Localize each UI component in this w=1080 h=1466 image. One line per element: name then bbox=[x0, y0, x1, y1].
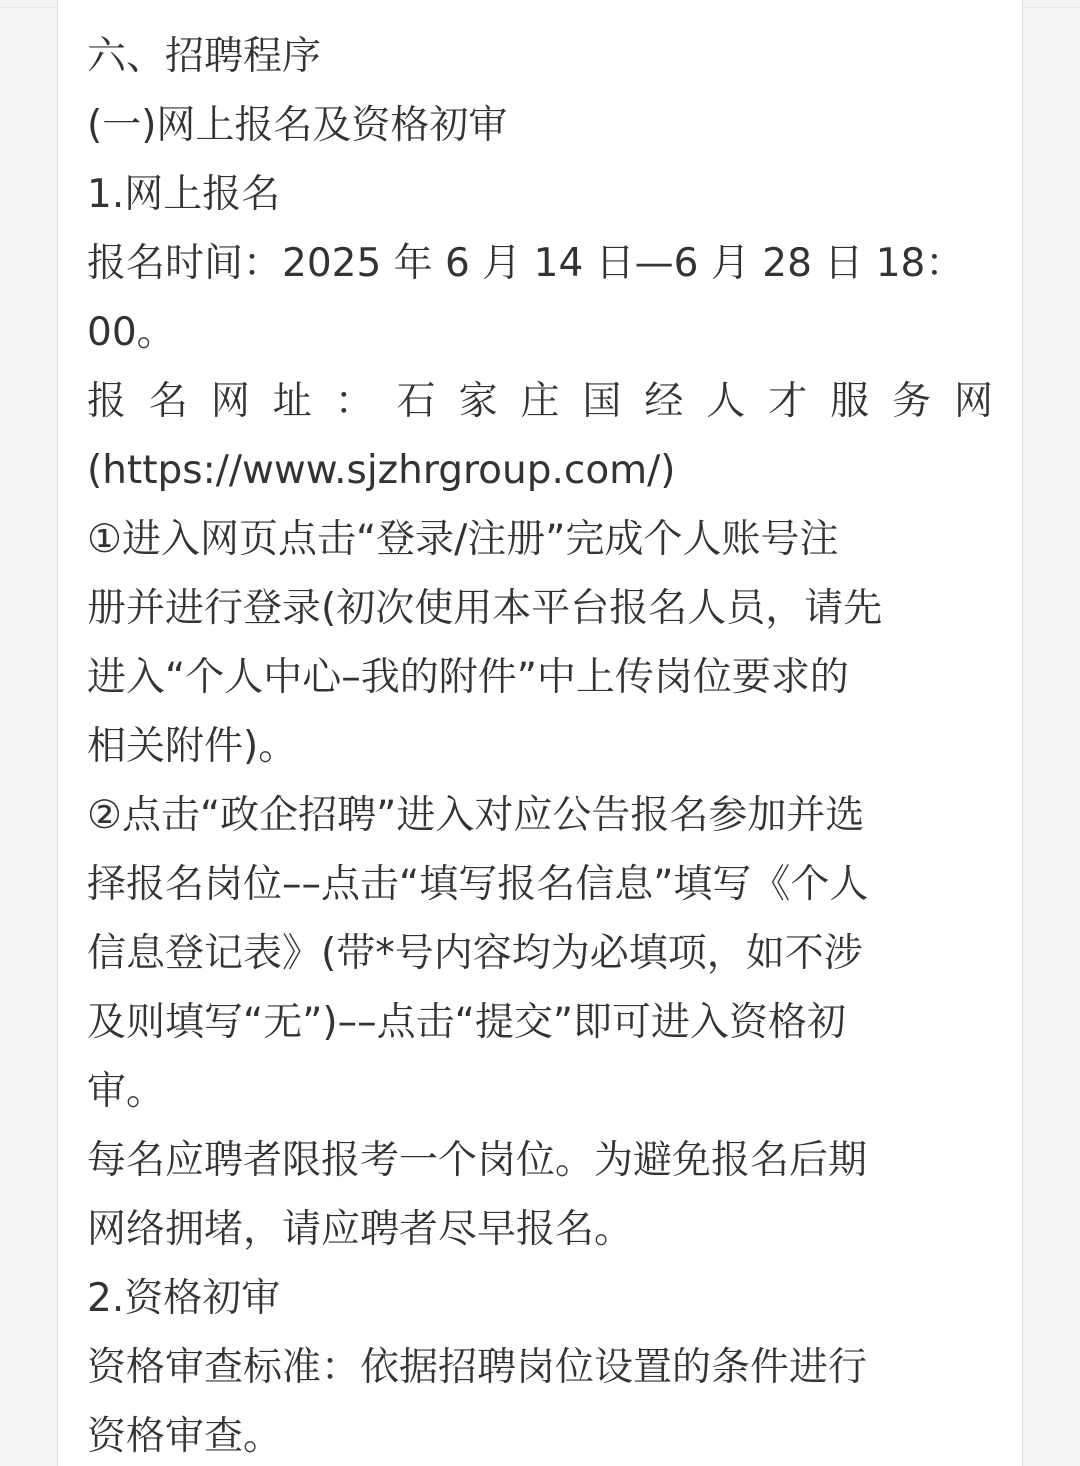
step-1-line-3: 进入“个人中心–我的附件”中上传岗位要求的 bbox=[87, 655, 849, 700]
step-2-line-4: 及则填写“无”)––点击“提交”即可进入资格初 bbox=[87, 1000, 847, 1045]
limit-note-line-1: 每名应聘者限报考一个岗位。为避免报名后期 bbox=[87, 1138, 868, 1183]
step-2-line-5: 审。 bbox=[87, 1069, 166, 1114]
step-1-line-4: 相关附件)。 bbox=[87, 724, 298, 769]
section-heading: 六、招聘程序 bbox=[87, 34, 322, 79]
subsection-heading: (一)网上报名及资格初审 bbox=[87, 103, 508, 148]
step-1-line-2: 册并进行登录(初次使用本平台报名人员，请先 bbox=[87, 586, 883, 631]
limit-note-line-2: 网络拥堵，请应聘者尽早报名。 bbox=[87, 1207, 634, 1252]
registration-time-line-2: 00。 bbox=[87, 310, 176, 355]
review-standard-line-2: 资格审查。 bbox=[87, 1414, 283, 1459]
review-standard-line-1: 资格审查标准：依据招聘岗位设置的条件进行 bbox=[87, 1345, 868, 1390]
item-heading-online-registration: 1.网上报名 bbox=[87, 172, 281, 217]
step-2-line-3: 信息登记表》(带*号内容均为必填项，如不涉 bbox=[87, 931, 863, 976]
registration-time-line-1: 报名时间：2025 年 6 月 14 日—6 月 28 日 18： bbox=[87, 241, 965, 286]
registration-site-line-1: 报 名 网 址 ： 石 家 庄 国 经 人 才 服 务 网 bbox=[87, 379, 993, 424]
step-2-line-1: ②点击“政企招聘”进入对应公告报名参加并选 bbox=[87, 793, 865, 838]
step-2-line-2: 择报名岗位––点击“填写报名信息”填写《个人 bbox=[87, 862, 869, 907]
item-heading-qualification-review: 2.资格初审 bbox=[87, 1276, 281, 1321]
registration-url[interactable]: (https://www.sjzhrgroup.com/) bbox=[87, 448, 676, 493]
step-1-line-1: ①进入网页点击“登录/注册”完成个人账号注 bbox=[87, 517, 839, 562]
document-body bbox=[87, 22, 993, 1466]
